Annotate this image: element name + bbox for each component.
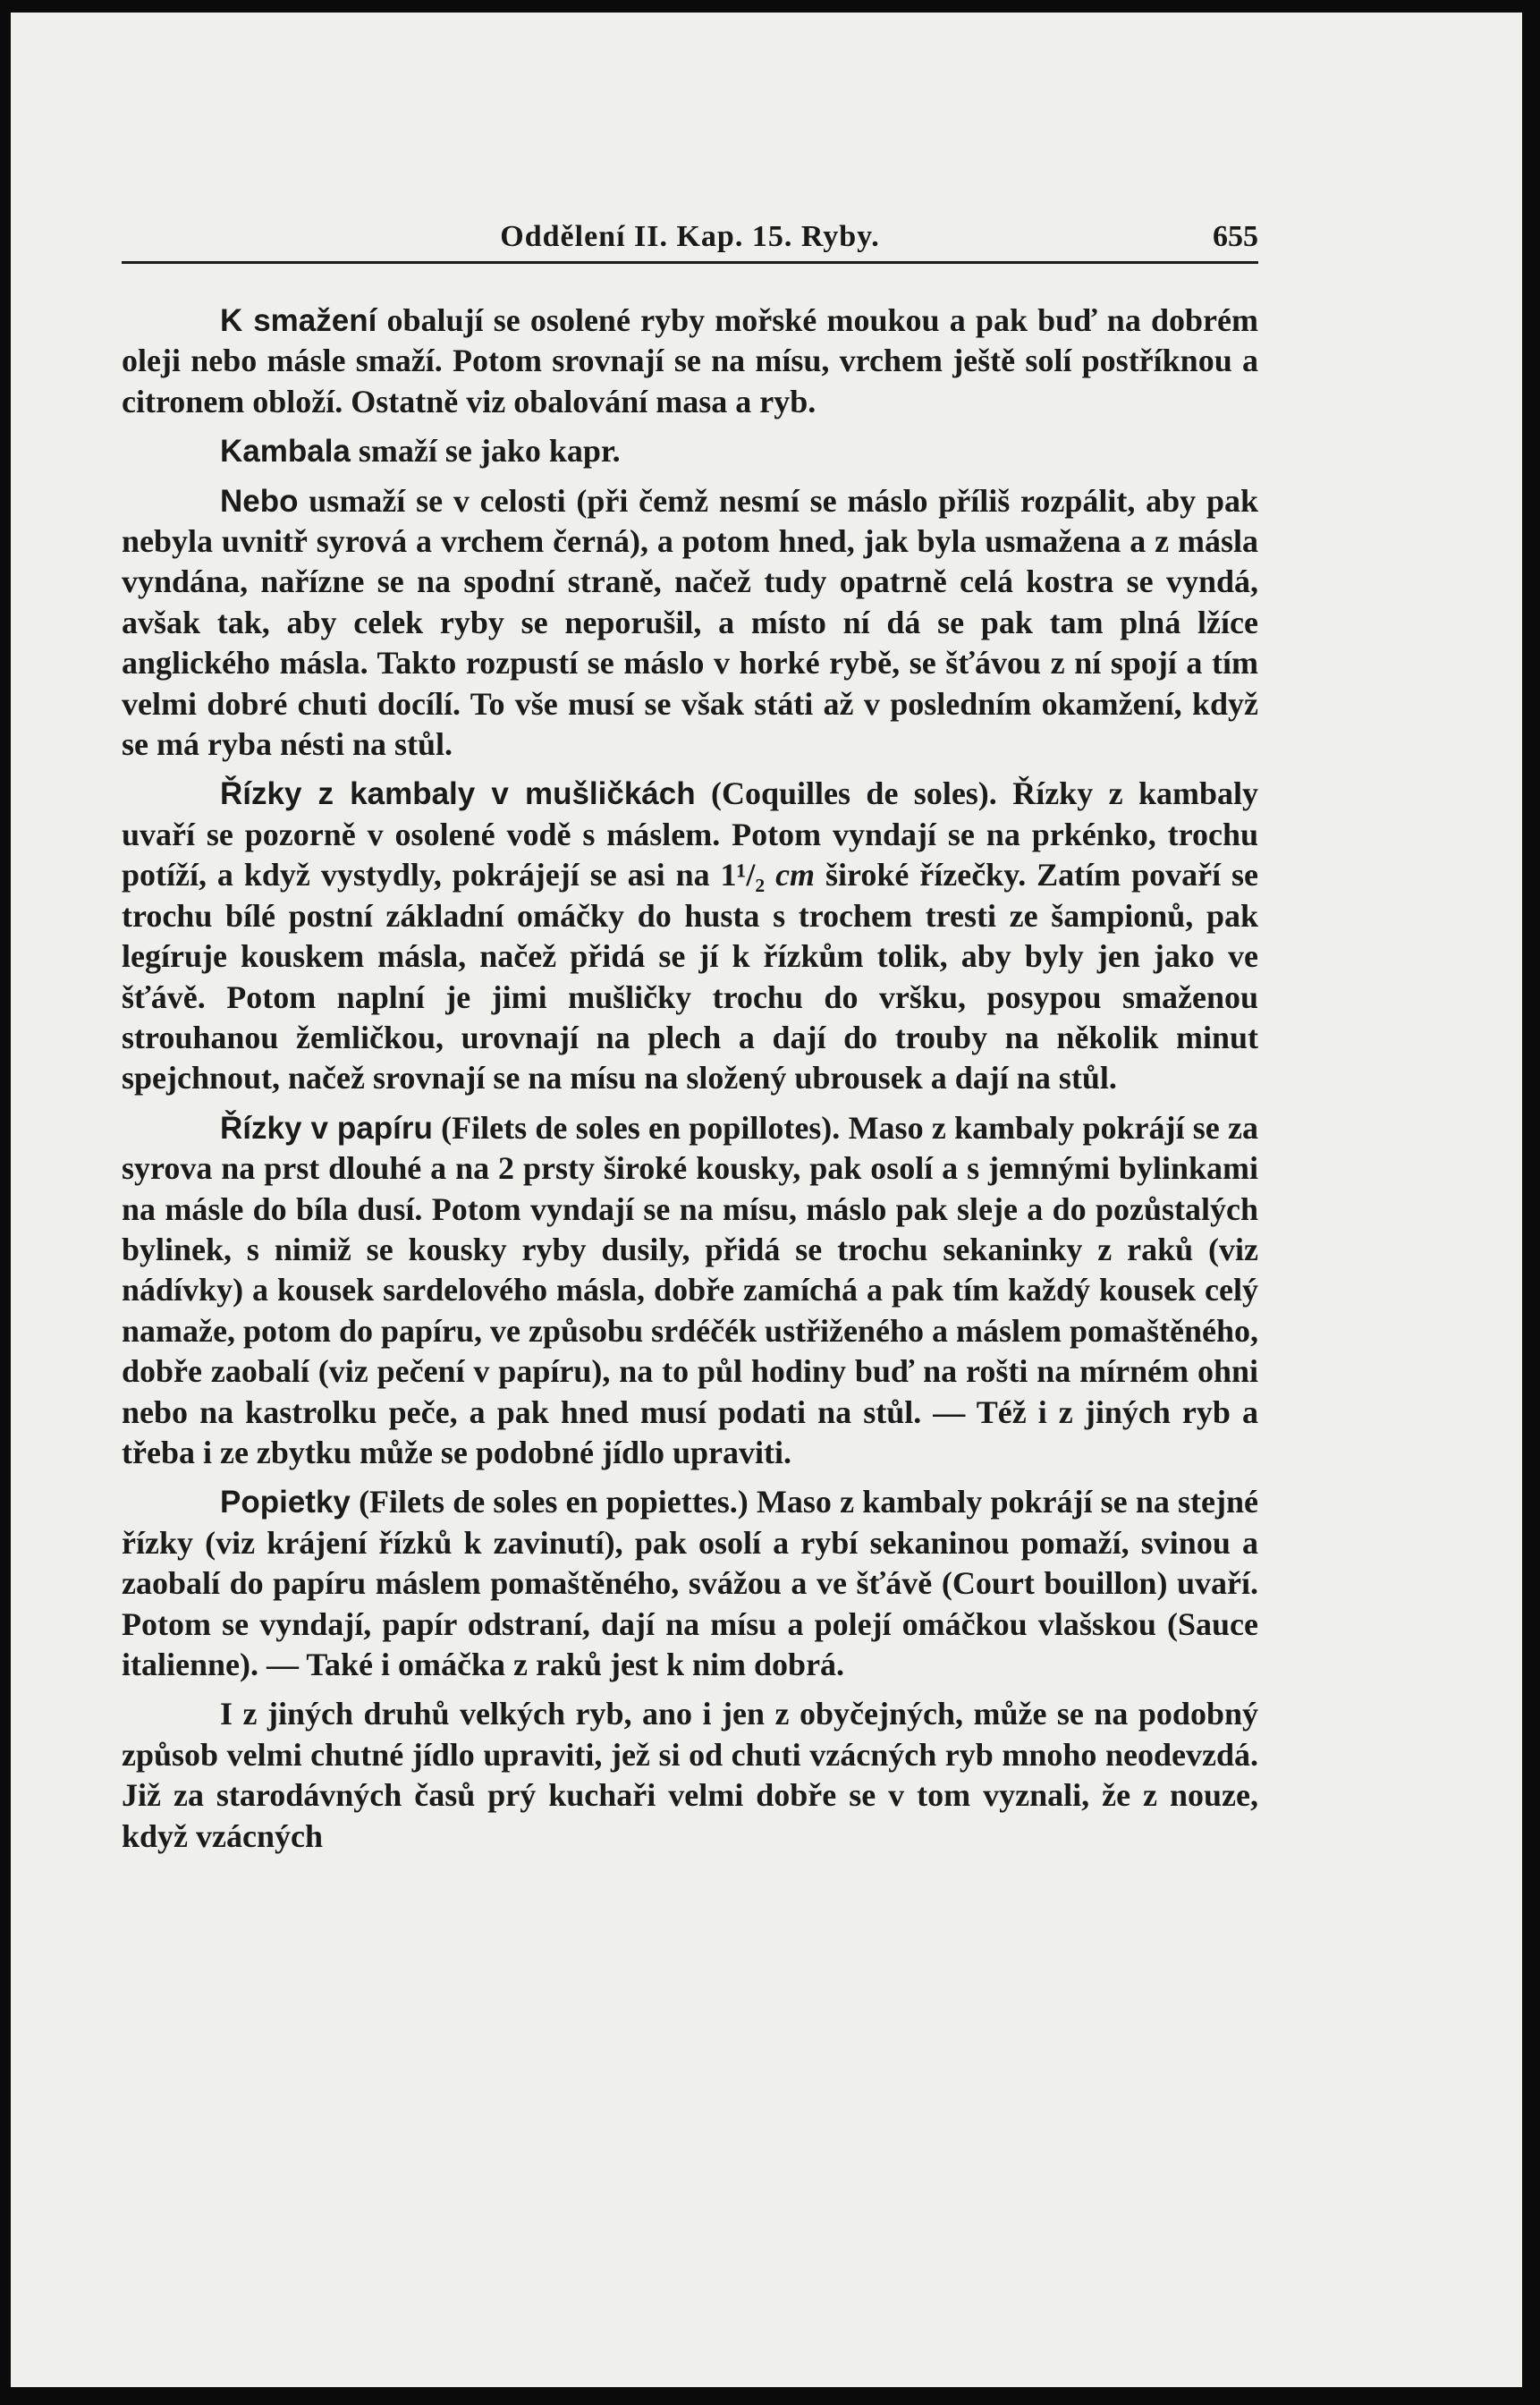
paragraph-jine-ryby bbox=[122, 1694, 1258, 1857]
paragraph-popietky bbox=[122, 1482, 1258, 1685]
paragraph-lead: Řízky z kambaly v mušličkách bbox=[220, 776, 696, 812]
paragraph-text: (Filets de soles en popiettes.) Maso z kambaly pokrájí se na stejné řízky (viz krájení řízků k zavinutí), pak osolí a rybí sekaninou pomaží, svinou a zaobalí do papíru máslem pomaštěného, svážou a ve šťávě (Court bouillon) uvaří. Potom se vyndají, papír odstraní, dají na mísu a polejí omáčkou vlašskou (Sauce italienne). — Také i omáčka z raků jest k nim dobrá. bbox=[122, 1484, 1258, 1682]
paragraph-lead: Řízky v papíru bbox=[220, 1110, 433, 1146]
paragraph-rizky-musličky bbox=[122, 774, 1258, 1098]
paragraph-lead: Nebo bbox=[220, 483, 299, 519]
paragraph-text: (Coquilles de soles). Řízky z kambaly uvaří se pozorně v osolené vodě s máslem. Potom vyndají se na prkénko, trochu potíží, a když vystydly, pokrájejí se asi na 1¹/₂ bbox=[122, 775, 1258, 893]
paragraph-smazeni bbox=[122, 301, 1258, 422]
paragraph-nebo bbox=[122, 481, 1258, 766]
paragraph-lead: Kambala bbox=[220, 434, 351, 470]
paragraph-text: obalují se osolené ryby mořské moukou a pak buď na dobrém oleji nebo másle smaží. Potom srovnají se na mísu, vrchem ještě solí postříknou a citronem obloží. Ostatně viz obalování masa a ryb. bbox=[122, 302, 1259, 419]
paragraph-text: I z jiných druhů velkých ryb, ano i jen z obyčejných, může se na podobný způsob velmi chutné jídlo upraviti, jež si od chuti vzácných ryb mnoho neodevzdá. Již za starodávných časů prý kuchaři velmi dobře se v tom vyznali, že z nouze, když vzácných bbox=[122, 1696, 1258, 1854]
unit-cm: cm bbox=[775, 857, 816, 893]
paragraph-text: usmaží se v celosti (při čemž nesmí se máslo příliš rozpálit, aby pak nebyla uvnitř syrová a vrchem černá), a potom hned, jak byla usmažena a z másla vyndána, nařízne se na spodní straně, načež tudy opatrně celá kostra se vyndá, avšak tak, aby celek ryby se neporušil, a místo ní dá se pak tam plná lžíce anglického másla. Takto rozpustí se máslo v horké rybě, se šťávou z ní spojí a tím velmi dobré chuti docílí. To vše musí se však státi až v posledním okamžení, když se má ryba nésti na stůl. bbox=[122, 482, 1258, 763]
running-title: Oddělení II. Kap. 15. Ryby. bbox=[500, 220, 880, 253]
paragraph-kambala bbox=[122, 431, 1258, 471]
paragraph-text: smaží se jako kapr. bbox=[350, 433, 621, 470]
page-number: 655 bbox=[1213, 220, 1258, 253]
page-header bbox=[122, 215, 1258, 264]
paragraph-text-continued: široké řízečky. Zatím povaří se trochu bílé postní základní omáčky do husta s trochem tresti ze šampionů, pak legíruje kouskem másla, načež přidá se jí k řízkům tolik, aby byly jen jako ve šťávě. Potom naplní je jimi mušličky trochu do vršku, posypou smaženou strouhanou žemličkou, urovnají na plech a dají do trouby na několik minut spejchnout, načež srovnají se na mísu na složený ubrousek a dají na stůl. bbox=[122, 857, 1258, 1097]
paragraph-lead: K smažení bbox=[220, 303, 377, 338]
paragraph-text: (Filets de soles en popillotes). Maso z kambaly pokrájí se za syrova na prst dlouhé a na 2 prsty široké kousky, pak osolí a s jemnými bylinkami na másle do bíla dusí. Potom vyndají se na mísu, máslo pak sleje a do pozůstalých bylinek, s nimiž se kousky ryby dusily, přidá se trochu sekaninky z raků (viz nádívky) a kousek sardelového másla, dobře zamíchá a pak tím každý kousek celý namaže, potom do papíru, ve způsobu srdéčék ustřiženého a máslem pomaštěného, dobře zaobalí (viz pečení v papíru), na to půl hodiny buď na rošti na mírném ohni nebo na kastrolku peče, a pak hned musí podati na stůl. — Též i z jiných ryb a třeba i ze zbytku může se podobné jídlo upraviti. bbox=[122, 1109, 1259, 1470]
paragraph-rizky-papir bbox=[122, 1108, 1258, 1474]
page-body bbox=[122, 301, 1258, 1866]
paragraph-lead: Popietky bbox=[220, 1485, 351, 1520]
